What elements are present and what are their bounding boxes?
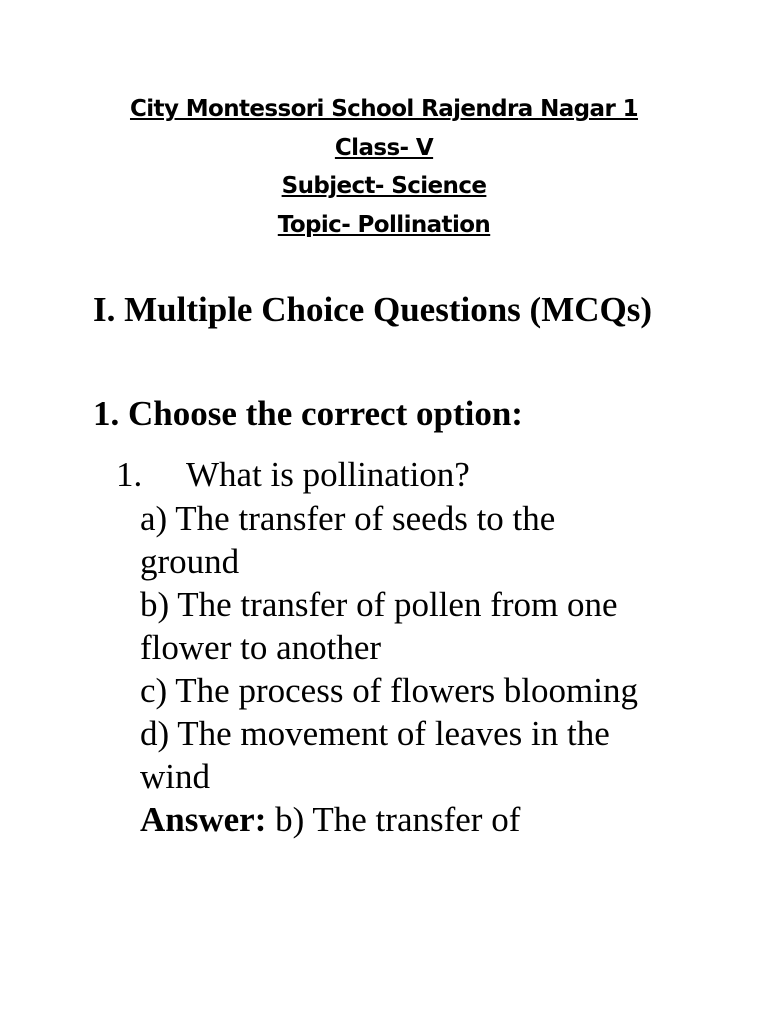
section-instruction: 1. Choose the correct option: — [93, 394, 523, 433]
option-b: b) The transfer of pollen from one flower to another — [140, 585, 618, 667]
option-a: a) The transfer of seeds to the ground — [140, 499, 556, 581]
question-number: 1. — [116, 455, 143, 494]
document-header — [0, 90, 768, 244]
question-1-options — [140, 497, 640, 841]
answer-label: Answer: — [140, 800, 267, 839]
option-c: c) The process of flowers blooming — [140, 671, 638, 710]
section-title: I. Multiple Choice Questions (MCQs) — [93, 290, 653, 329]
answer-line — [140, 798, 640, 841]
subject-label: Subject- Science — [281, 173, 487, 199]
question-text: What is pollination? — [186, 455, 470, 494]
question-1 — [116, 453, 470, 496]
school-name: City Montessori School Rajendra Nagar 1 — [129, 96, 639, 122]
option-d: d) The movement of leaves in the wind — [140, 714, 610, 796]
answer-text: b) The transfer of — [266, 800, 521, 839]
topic-label: Topic- Pollination — [277, 211, 491, 238]
class-label: Class- V — [334, 134, 434, 161]
